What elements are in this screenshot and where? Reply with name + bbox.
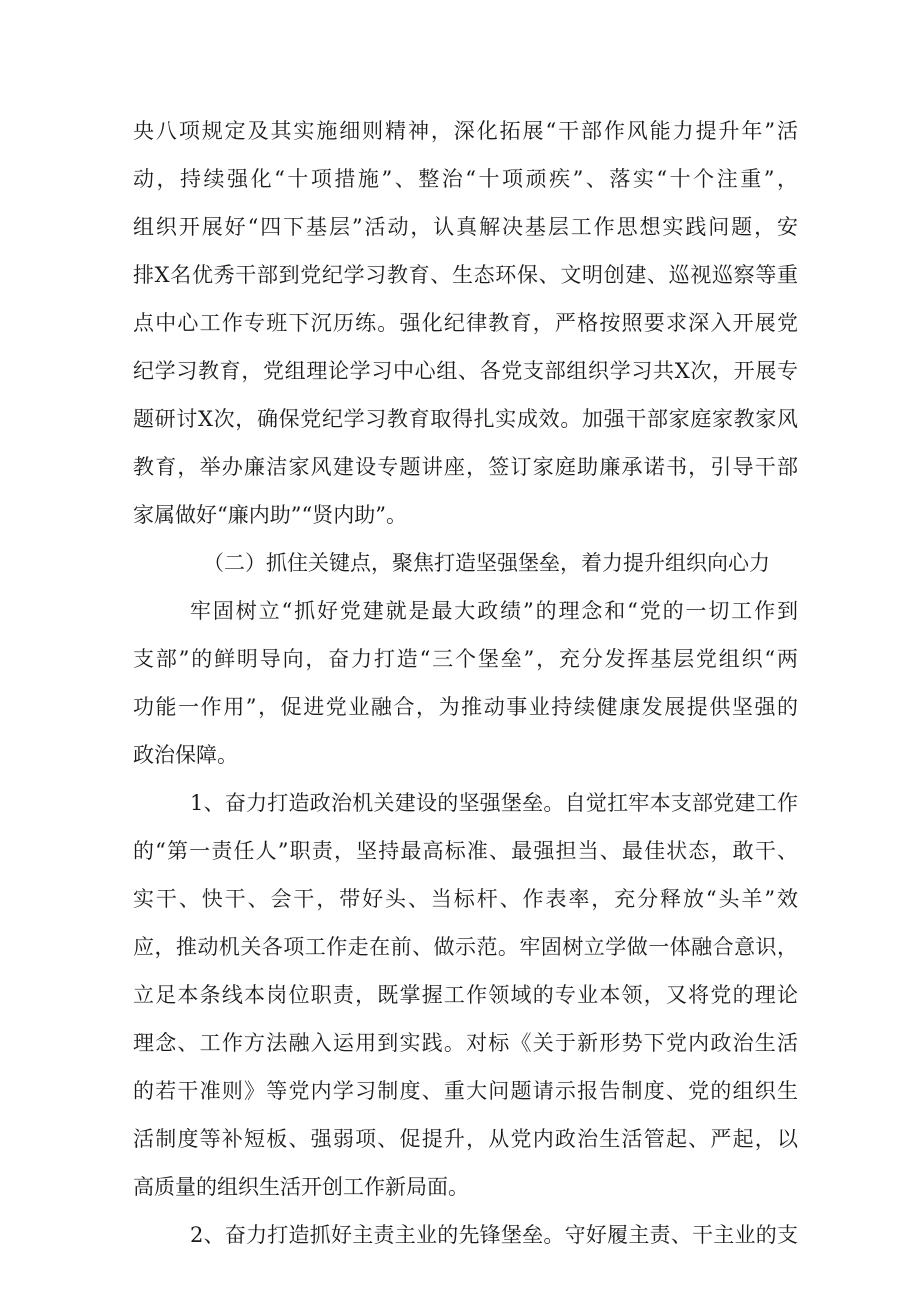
text-line: 家属做好“廉内助”“贤内助”。 bbox=[133, 503, 407, 527]
text-line: 活制度等补短板、强弱项、促提升，从党内政治生活管起、严起，以 bbox=[133, 1127, 798, 1151]
text-line: 牢固树立“抓好党建就是最大政绩”的理念和“党的一切工作到 bbox=[190, 599, 798, 623]
text-line: 应，推动机关各项工作走在前、做示范。牢固树立学做一体融合意识， bbox=[133, 935, 798, 959]
text-line: 1、奋力打造政治机关建设的坚强堡垒。自觉扛牢本支部党建工作 bbox=[190, 791, 798, 815]
text-line: 理念、工作方法融入运用到实践。对标《关于新形势下党内政治生活 bbox=[133, 1031, 798, 1055]
section-heading: （二）抓住关键点，聚焦打造坚强堡垒，着力提升组织向心力 bbox=[203, 551, 770, 575]
text-line: 政治保障。 bbox=[133, 743, 238, 767]
text-line: 2、奋力打造抓好主责主业的先锋堡垒。守好履主责、干主业的支 bbox=[190, 1223, 798, 1247]
text-line: 央八项规定及其实施细则精神，深化拓展“干部作风能力提升年”活 bbox=[133, 119, 798, 143]
text-line: 实干、快干、会干，带好头、当标杆、作表率，充分释放“头羊”效 bbox=[133, 887, 798, 911]
text-line: 支部”的鲜明导向，奋力打造“三个堡垒”，充分发挥基层党组织“两 bbox=[133, 647, 798, 671]
text-line: 组织开展好“四下基层”活动，认真解决基层工作思想实践问题，安 bbox=[133, 215, 798, 239]
text-line: 题研讨X次，确保党纪学习教育取得扎实成效。加强干部家庭家教家风 bbox=[133, 407, 798, 431]
text-line: 动，持续强化“十项措施”、整治“十项顽疾”、落实“十个注重”， bbox=[133, 167, 798, 191]
text-line: 纪学习教育，党组理论学习中心组、各党支部组织学习共X次，开展专 bbox=[133, 359, 798, 383]
text-line: 排X名优秀干部到党纪学习教育、生态环保、文明创建、巡视巡察等重 bbox=[133, 263, 798, 287]
text-line: 高质量的组织生活开创工作新局面。 bbox=[133, 1175, 469, 1199]
text-line: 立足本条线本岗位职责，既掌握工作领域的专业本领，又将党的理论 bbox=[133, 983, 798, 1007]
text-line: 的“第一责任人”职责，坚持最高标准、最强担当、最佳状态，敢干、 bbox=[133, 839, 798, 863]
text-line: 教育，举办廉洁家风建设专题讲座，签订家庭助廉承诺书，引导干部 bbox=[133, 455, 798, 479]
text-line: 的若干准则》等党内学习制度、重大问题请示报告制度、党的组织生 bbox=[133, 1079, 798, 1103]
text-line: 功能一作用”，促进党业融合，为推动事业持续健康发展提供坚强的 bbox=[133, 695, 798, 719]
text-line: 点中心工作专班下沉历练。强化纪律教育，严格按照要求深入开展党 bbox=[133, 311, 798, 335]
